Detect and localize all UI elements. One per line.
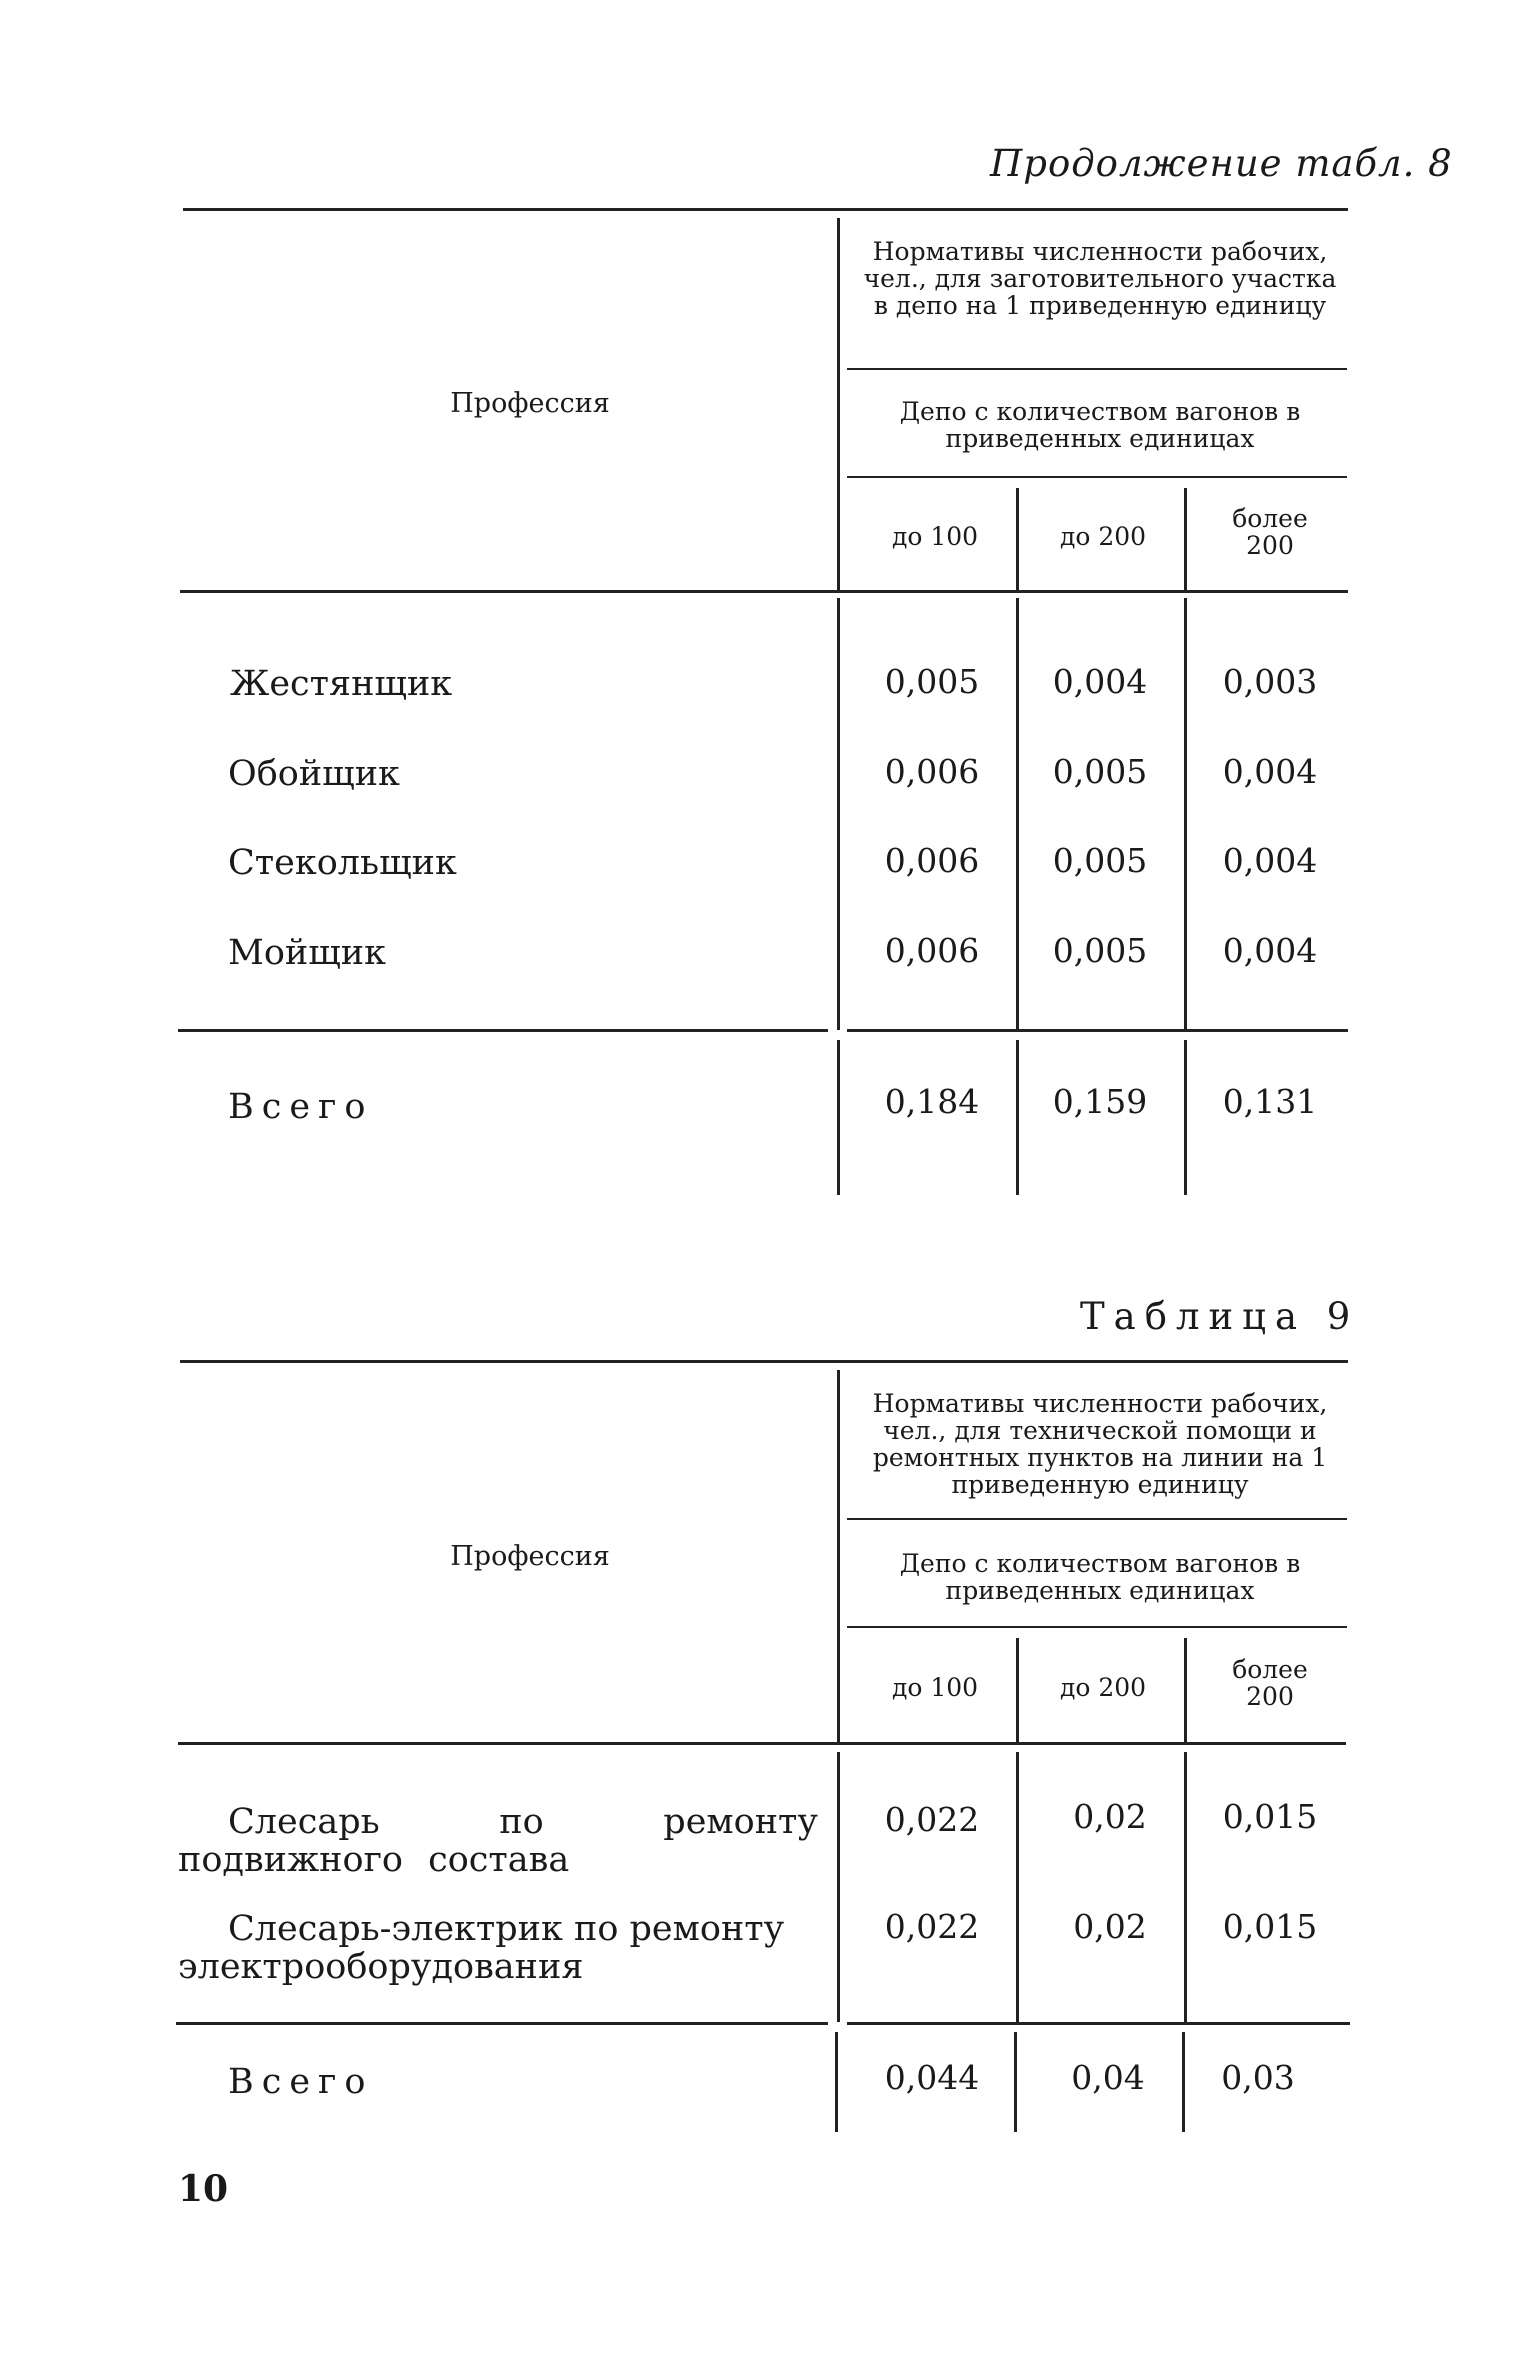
table8-profession-header: Профессия xyxy=(450,388,610,419)
table8-row-name: Стекольщик xyxy=(228,843,457,883)
table8-caption: Продолжение табл. 8 xyxy=(990,142,1453,185)
table9-header-rule xyxy=(178,1742,1346,1745)
table9-body-divider-2 xyxy=(1184,1752,1187,2022)
table8-cell: 0,003 xyxy=(1222,662,1318,701)
table8-cell: 0,004 xyxy=(1222,931,1318,970)
table8-total-rule-right xyxy=(847,1029,1348,1032)
page-number: 10 xyxy=(178,2168,229,2210)
table9-total-divider-0 xyxy=(835,2032,838,2132)
table9-col-header-2: до 200 xyxy=(1059,1673,1147,1702)
table8-col-divider-2 xyxy=(1184,488,1187,590)
table9-row-name: Слесарь по ремонту подвижного состава xyxy=(178,1802,818,1880)
table8-col-header-3: более 200 xyxy=(1232,504,1308,560)
table8-depot-rule xyxy=(847,476,1347,478)
table8-cell: 0,005 xyxy=(1052,931,1148,970)
table8-row-name: Мойщик xyxy=(228,933,386,973)
table9-body-divider-0 xyxy=(837,1752,840,2022)
table9-cell: 0,022 xyxy=(884,1907,980,1946)
table9-col-header-3: более 200 xyxy=(1232,1655,1308,1711)
table9-total-cell: 0,03 xyxy=(1221,2058,1295,2097)
table9-depot-rule xyxy=(847,1626,1347,1628)
table9-total-rule-right xyxy=(847,2022,1350,2025)
table8-cell: 0,005 xyxy=(1052,752,1148,791)
table9-col-header-1: до 100 xyxy=(891,1673,979,1702)
table9-total-label: Всего xyxy=(228,2062,374,2102)
table9-cell: 0,015 xyxy=(1222,1907,1318,1946)
table8-body-divider-0 xyxy=(837,598,840,1030)
table8-cell: 0,004 xyxy=(1052,662,1148,701)
table9-total-cell: 0,04 xyxy=(1071,2058,1145,2097)
table9-cell: 0,02 xyxy=(1073,1797,1147,1836)
table8-col-divider-1 xyxy=(1016,488,1019,590)
table9-cell: 0,022 xyxy=(884,1800,980,1839)
table8-total-label: Всего xyxy=(228,1087,374,1127)
table8-total-cell: 0,184 xyxy=(884,1082,980,1121)
table9-top-rule xyxy=(180,1360,1348,1363)
table9-cell: 0,02 xyxy=(1073,1907,1147,1946)
table8-header-divider xyxy=(837,218,840,590)
table8-header-rule xyxy=(180,590,1348,593)
table9-profession-header: Профессия xyxy=(450,1541,610,1572)
table8-total-divider-1 xyxy=(1016,1040,1019,1195)
table8-row-name: Жестянщик xyxy=(230,664,453,704)
table8-total-cell: 0,131 xyxy=(1222,1082,1318,1121)
table8-cell: 0,006 xyxy=(884,841,980,880)
table9-col-divider-2 xyxy=(1184,1638,1187,1742)
table8-top-rule xyxy=(183,208,1348,211)
table8-cell: 0,004 xyxy=(1222,752,1318,791)
table8-body-divider-1 xyxy=(1016,598,1019,1030)
table9-caption: Таблица 9 xyxy=(1080,1295,1360,1338)
table8-norm-header: Нормативы численности рабочих, чел., для заготовительного участка в депо на 1 приведенную единицу xyxy=(863,237,1337,320)
table8-cell: 0,004 xyxy=(1222,841,1318,880)
table8-row-name: Обойщик xyxy=(228,754,400,794)
table9-header-divider xyxy=(837,1370,840,1742)
table8-cell: 0,005 xyxy=(1052,841,1148,880)
table8-total-cell: 0,159 xyxy=(1052,1082,1148,1121)
table8-depot-header: Депо с количеством вагонов в приведенных единицах xyxy=(899,397,1301,453)
table8-norm-rule xyxy=(847,368,1347,370)
table8-col-header-1: до 100 xyxy=(891,522,979,551)
table8-body-divider-2 xyxy=(1184,598,1187,1030)
table9-total-rule-left xyxy=(176,2022,828,2025)
table8-total-divider-0 xyxy=(837,1040,840,1195)
table9-total-cell: 0,044 xyxy=(884,2058,980,2097)
table9-cell: 0,015 xyxy=(1222,1797,1318,1836)
table8-total-divider-2 xyxy=(1184,1040,1187,1195)
table9-row-name: Слесарь-электрик по ремонту электрооборудования xyxy=(178,1909,785,1987)
table9-total-divider-1 xyxy=(1014,2032,1017,2132)
table9-col-divider-1 xyxy=(1016,1638,1019,1742)
table8-cell: 0,006 xyxy=(884,931,980,970)
table8-col-header-2: до 200 xyxy=(1059,522,1147,551)
table8-cell: 0,006 xyxy=(884,752,980,791)
table9-norm-rule xyxy=(847,1518,1347,1520)
table8-total-rule-left xyxy=(178,1029,828,1032)
table8-cell: 0,005 xyxy=(884,662,980,701)
table9-body-divider-1 xyxy=(1016,1752,1019,2022)
table9-depot-header: Депо с количеством вагонов в приведенных единицах xyxy=(899,1549,1301,1605)
table9-norm-header: Нормативы численности рабочих, чел., для технической помощи и ремонтных пунктов на линии на 1 приведенную единицу xyxy=(872,1389,1328,1499)
